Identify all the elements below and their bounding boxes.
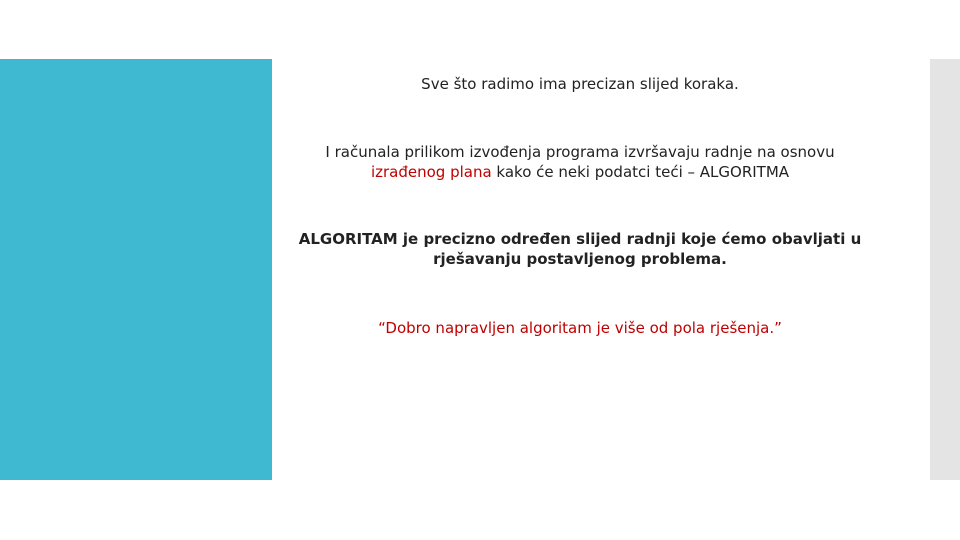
- computers-text-start: I računala prilikom izvođenja programa izvršavaju radnje na osnovu: [325, 143, 835, 161]
- right-side-bar: [930, 59, 960, 480]
- computers-text-end: kako će neki podatci teći – ALGORITMA: [491, 163, 790, 181]
- intro-text: Sve što radimo ima precizan slijed koraka.: [421, 75, 739, 93]
- algorithm-definition: ALGORITAM je precizno određen slijed radnji koje ćemo obavljati u rješavanju postavljenog problema.: [298, 230, 862, 268]
- accent-bar: [0, 59, 272, 480]
- highlighted-plan-text: izrađenog plana: [370, 163, 492, 181]
- quote-text: “Dobro napravljen algoritam je više od pola rješenja.”: [378, 319, 782, 337]
- computers-paragraph: [280, 142, 880, 182]
